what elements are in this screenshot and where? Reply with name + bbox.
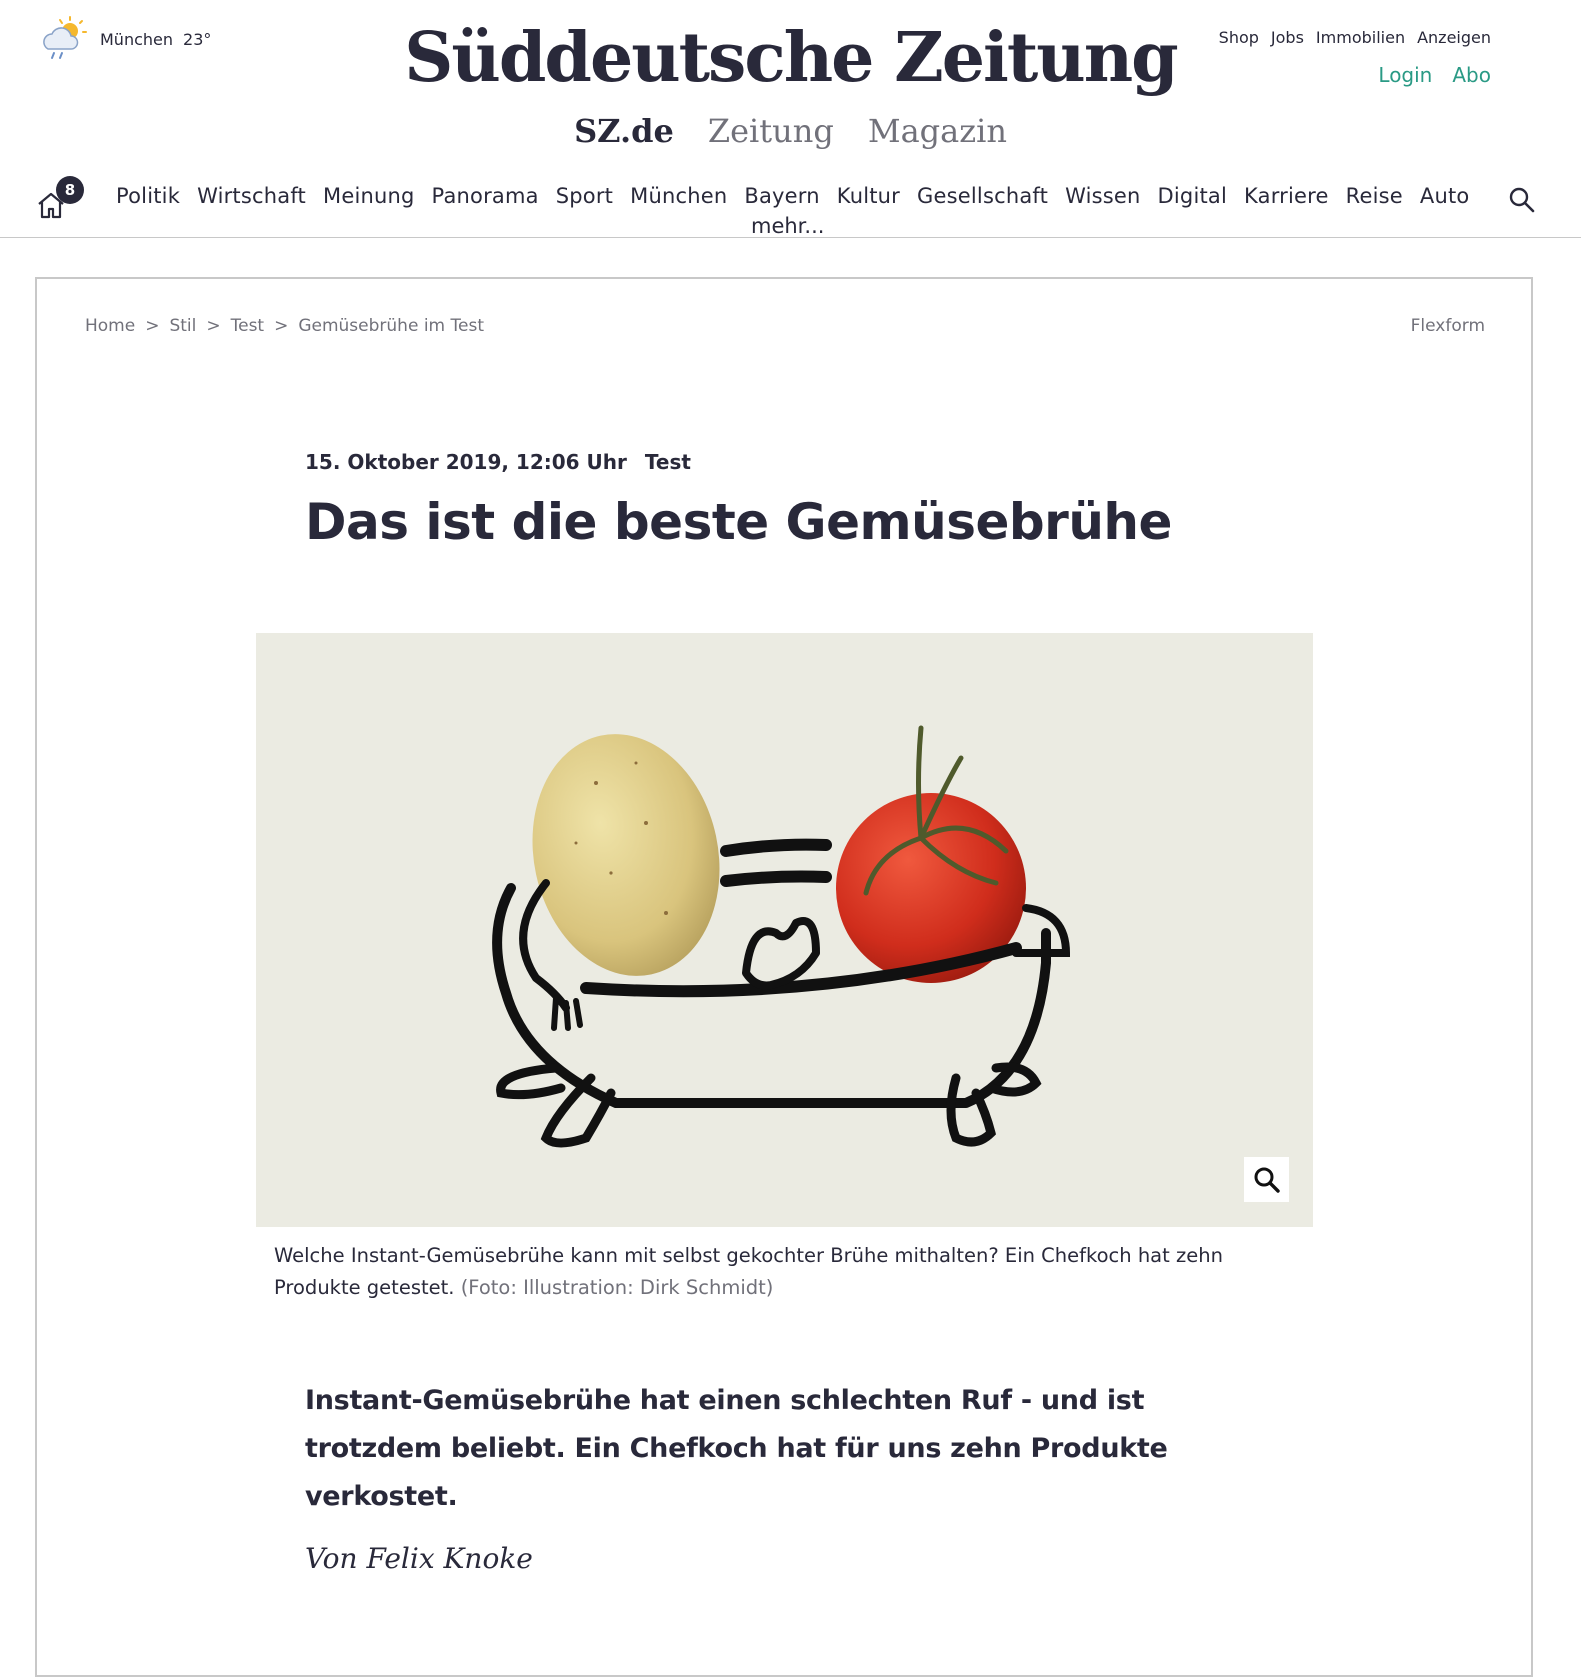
article-teaser: Instant-Gemüsebrühe hat einen schlechten Ruf - und ist trotzdem beliebt. Ein Chefkoch hat für uns zehn Produkte verkostet. xyxy=(305,1385,1168,1512)
search-icon[interactable] xyxy=(1508,186,1536,214)
illustration-potato-tomato-bathtub xyxy=(256,633,1313,1227)
nav-item-kultur[interactable]: Kultur xyxy=(836,184,901,208)
nav-more-link[interactable]: mehr... xyxy=(751,214,825,238)
image-zoom-button[interactable] xyxy=(1244,1157,1289,1202)
article-headline: Das ist die beste Gemüsebrühe xyxy=(305,493,1172,551)
abo-link[interactable]: Abo xyxy=(1452,63,1491,87)
weather-temperature: 23° xyxy=(183,29,212,49)
nav-item-meinung[interactable]: Meinung xyxy=(323,184,415,208)
nav-item-wissen[interactable]: Wissen xyxy=(1065,184,1141,208)
breadcrumb-separator: > xyxy=(206,316,221,336)
breadcrumb-current: Gemüsebrühe im Test xyxy=(298,316,484,336)
nav-item-auto[interactable]: Auto xyxy=(1419,184,1470,208)
weather-city: München xyxy=(100,29,174,49)
article-image[interactable] xyxy=(256,633,1313,1227)
brand-tabs xyxy=(0,112,1581,150)
nav-item-reise[interactable]: Reise xyxy=(1345,184,1403,208)
breadcrumb-separator: > xyxy=(145,316,160,336)
magnifier-icon xyxy=(1253,1166,1281,1194)
breadcrumb-stil[interactable]: Stil xyxy=(169,316,197,336)
article-meta xyxy=(305,450,691,474)
article-category[interactable]: Test xyxy=(644,450,691,474)
image-caption xyxy=(274,1240,1314,1304)
tab-sz-de[interactable]: SZ.de xyxy=(574,112,674,150)
nav-item-sport[interactable]: Sport xyxy=(555,184,614,208)
link-anzeigen[interactable]: Anzeigen xyxy=(1417,28,1491,47)
notification-badge: 8 xyxy=(56,176,84,204)
login-link[interactable]: Login xyxy=(1378,63,1433,87)
home-button[interactable] xyxy=(36,176,86,222)
tab-zeitung[interactable]: Zeitung xyxy=(707,112,834,150)
tab-magazin[interactable]: Magazin xyxy=(867,112,1007,150)
site-logo[interactable]: Süddeutsche Zeitung xyxy=(404,18,1177,98)
nav-item-politik[interactable]: Politik xyxy=(116,184,181,208)
link-shop[interactable]: Shop xyxy=(1218,28,1259,47)
nav-items xyxy=(116,184,1469,208)
article-date: 15. Oktober 2019, 12:06 Uhr xyxy=(305,450,627,474)
nav-item-wirtschaft[interactable]: Wirtschaft xyxy=(197,184,306,208)
article-author[interactable]: Von Felix Knoke xyxy=(305,1542,533,1575)
nav-item-digital[interactable]: Digital xyxy=(1157,184,1228,208)
breadcrumb-separator: > xyxy=(274,316,289,336)
nav-item-bayern[interactable]: Bayern xyxy=(744,184,820,208)
nav-item-karriere[interactable]: Karriere xyxy=(1244,184,1329,208)
caption-text: Welche Instant-Gemüsebrühe kann mit selbst gekochter Brühe mithalten? Ein Chefkoch hat zehn Produkte getestet. xyxy=(274,1244,1223,1299)
breadcrumb-test[interactable]: Test xyxy=(230,316,265,336)
sponsor-label[interactable]: Flexform xyxy=(1410,316,1485,336)
account-links xyxy=(1378,63,1491,87)
nav-item-muenchen[interactable]: München xyxy=(630,184,728,208)
link-immobilien[interactable]: Immobilien xyxy=(1315,28,1406,47)
breadcrumb-home[interactable]: Home xyxy=(85,316,136,336)
breadcrumb xyxy=(85,316,484,336)
link-jobs[interactable]: Jobs xyxy=(1270,28,1304,47)
nav-item-gesellschaft[interactable]: Gesellschaft xyxy=(917,184,1049,208)
nav-item-panorama[interactable]: Panorama xyxy=(431,184,539,208)
photo-credit: (Foto: Illustration: Dirk Schmidt) xyxy=(460,1276,774,1299)
service-links xyxy=(1219,28,1491,47)
